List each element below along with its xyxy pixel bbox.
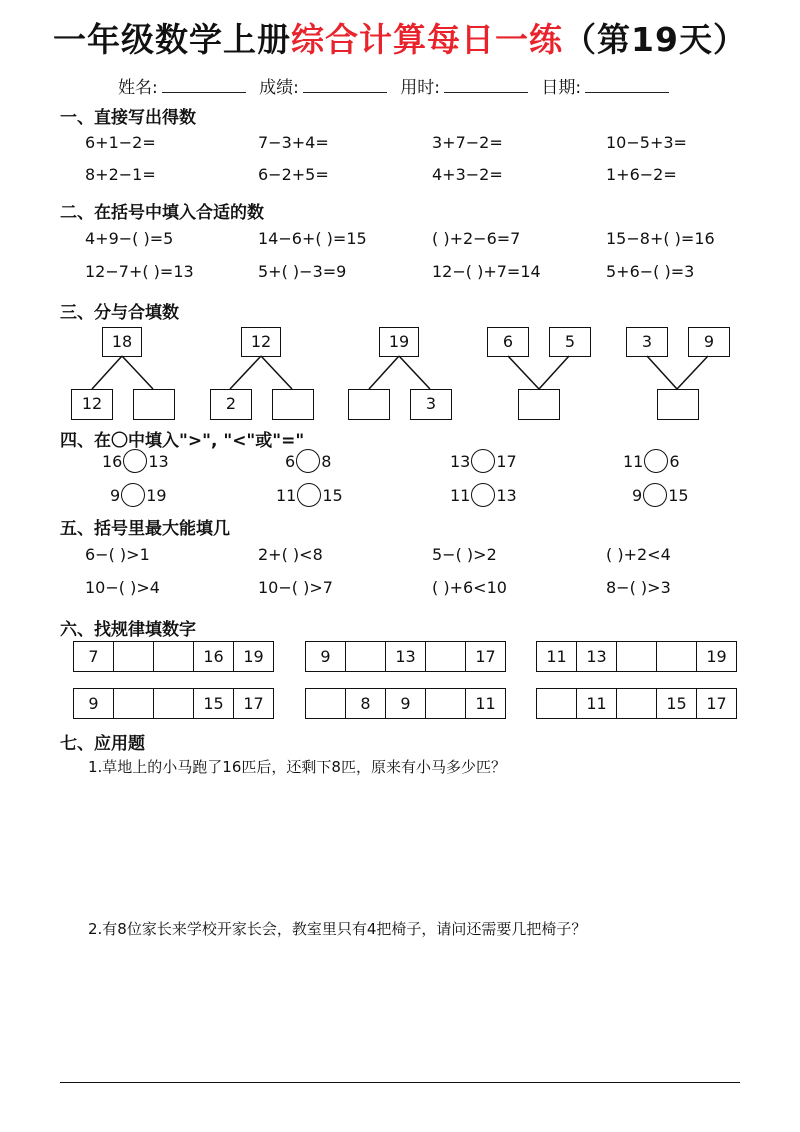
tree-top-right-box: 5 [549,327,591,357]
word-problem-1: 1.草地上的小马跑了16匹后，还剩下8匹，原来有小马多少匹？ [88,758,506,776]
pattern-cell: 19 [234,642,274,672]
compare-circle[interactable] [643,483,667,507]
pattern-cell: 16 [194,642,234,672]
tree-left-box: 12 [71,389,113,420]
pattern-cell: 9 [386,689,426,719]
compare-item: 11 6 [623,449,680,473]
tree-top-left-box: 3 [626,327,668,357]
date-label: 日期: [541,78,582,98]
pattern-row [73,688,274,719]
fill-item: 12−( )+7=14 [432,262,541,281]
pattern-cell: 9 [306,642,346,672]
tree-top-right-box: 9 [688,327,730,357]
pattern-cell[interactable] [537,689,577,719]
tree-answer-box[interactable] [272,389,314,420]
section-6-heading: 六、找规律填数字 [60,620,196,640]
tree-top-left-box: 6 [487,327,529,357]
fill-item: ( )+2−6=7 [432,229,521,248]
pattern-cell[interactable] [426,642,466,672]
pattern-cell: 15 [194,689,234,719]
pattern-cell[interactable] [154,642,194,672]
section-1-heading: 一、直接写出得数 [60,108,196,128]
compare-item: 11 15 [276,483,343,507]
pattern-cell: 8 [346,689,386,719]
bottom-divider [60,1082,740,1083]
compare-circle[interactable] [297,483,321,507]
section-3-heading: 三、分与合填数 [60,303,179,323]
name-label: 姓名: [118,78,158,98]
compare-item: 16 13 [102,449,169,473]
calc-item: 6−2+5= [258,165,329,184]
tree-top-box: 12 [241,327,281,357]
title-main: 一年级数学上册 [53,20,292,59]
fill-item: 5+( )−3=9 [258,262,347,281]
pattern-cell: 7 [74,642,114,672]
compare-item: 6 8 [285,449,331,473]
tree-answer-box[interactable] [518,389,560,420]
pattern-cell: 15 [657,689,697,719]
fill-item: 14−6+( )=15 [258,229,367,248]
pattern-cell: 11 [537,642,577,672]
pattern-row [73,641,274,672]
pattern-cell: 17 [234,689,274,719]
calc-item: 6+1−2= [85,133,156,152]
tree-answer-box[interactable] [133,389,175,420]
pattern-row [305,641,506,672]
compare-circle[interactable] [296,449,320,473]
compare-circle[interactable] [644,449,668,473]
tree-left-box: 2 [210,389,252,420]
compare-item: 9 15 [632,483,689,507]
fill-item: 15−8+( )=16 [606,229,715,248]
max-fill-item: 10−( )>4 [85,578,160,597]
calc-item: 4+3−2= [432,165,503,184]
pattern-row [305,688,506,719]
calc-item: 7−3+4= [258,133,329,152]
pattern-cell[interactable] [114,689,154,719]
pattern-cell: 11 [466,689,506,719]
section-7-heading: 七、应用题 [60,734,145,754]
time-label: 用时: [400,78,441,98]
section-4-heading: 四、在〇中填入">", "<"或"=" [60,431,305,451]
decomposition-lines [0,0,800,440]
calc-item: 3+7−2= [432,133,503,152]
pattern-row [536,641,737,672]
calc-item: 10−5+3= [606,133,687,152]
pattern-cell: 17 [697,689,737,719]
compare-item: 11 13 [450,483,517,507]
pattern-cell[interactable] [426,689,466,719]
section-2-heading: 二、在括号中填入合适的数 [60,203,264,223]
tree-answer-box[interactable] [348,389,390,420]
pattern-cell: 17 [466,642,506,672]
tree-top-box: 18 [102,327,142,357]
max-fill-item: 2+( )<8 [258,545,323,564]
fill-item: 5+6−( )=3 [606,262,695,281]
compare-circle[interactable] [471,483,495,507]
fill-item: 12−7+( )=13 [85,262,194,281]
pattern-cell[interactable] [617,642,657,672]
calc-item: 8+2−1= [85,165,156,184]
compare-item: 9 19 [110,483,167,507]
pattern-cell[interactable] [657,642,697,672]
tree-right-box: 3 [410,389,452,420]
title-highlight: 综合计算每日一练 [291,20,564,59]
pattern-cell: 19 [697,642,737,672]
tree-answer-box[interactable] [657,389,699,420]
pattern-cell[interactable] [306,689,346,719]
pattern-cell[interactable] [154,689,194,719]
section-5-heading: 五、括号里最大能填几 [60,519,230,539]
pattern-cell[interactable] [114,642,154,672]
max-fill-item: 8−( )>3 [606,578,671,597]
pattern-cell[interactable] [346,642,386,672]
max-fill-item: 6−( )>1 [85,545,150,564]
calc-item: 1+6−2= [606,165,677,184]
compare-circle[interactable] [471,449,495,473]
pattern-cell[interactable] [617,689,657,719]
word-problem-2: 2.有8位家长来学校开家长会，教室里只有4把椅子，请问还需要几把椅子？ [88,920,587,938]
max-fill-item: 5−( )>2 [432,545,497,564]
pattern-cell: 13 [386,642,426,672]
pattern-cell: 11 [577,689,617,719]
max-fill-item: ( )+6<10 [432,578,507,597]
compare-circle[interactable] [121,483,145,507]
score-label: 成绩: [259,78,299,98]
compare-circle[interactable] [123,449,147,473]
tree-top-box: 19 [379,327,419,357]
pattern-cell: 9 [74,689,114,719]
max-fill-item: 10−( )>7 [258,578,333,597]
fill-item: 4+9−( )=5 [85,229,174,248]
pattern-cell: 13 [577,642,617,672]
title-suffix: （第19天） [563,20,747,59]
pattern-row [536,688,737,719]
compare-item: 13 17 [450,449,517,473]
max-fill-item: ( )+2<4 [606,545,671,564]
